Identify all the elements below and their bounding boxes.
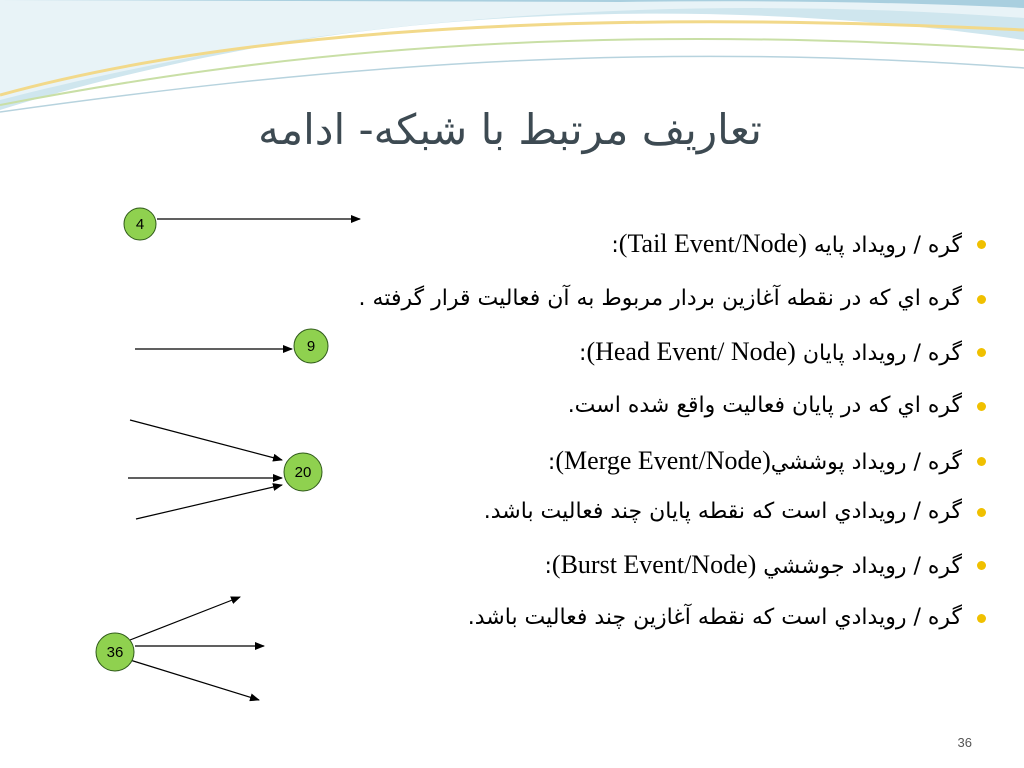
event-node-label: 4 [135,216,145,233]
merge-node-diagram [128,420,322,519]
bullet-text: گره / رويداد پايه [806,233,962,258]
page-number: 36 [957,735,972,750]
burst-node-diagram [96,597,264,700]
event-node-label: 20 [294,464,312,481]
bullet-text: گره / رويدادي است که نقطه پايان چند فعاليت باشد. [483,499,962,524]
activity-arrow [136,485,282,519]
tail-node-diagram [124,208,360,240]
slide-title: تعاريف مرتبط با شبکه- ادامه [258,105,762,154]
bullet-tail: : [544,554,552,579]
bullet-english-term: (Head Event/ Node) [586,337,796,366]
activity-arrow [130,597,240,640]
activity-arrow [130,660,259,700]
bullet-tail: : [579,341,587,366]
bullet-text: گره اي که در پايان فعاليت واقع شده است. [567,393,962,418]
bullet-tail: : [611,233,619,258]
event-node-label: 36 [106,644,124,661]
bullet-text: گره / رويداد جوششي [756,554,962,579]
activity-arrow [130,420,282,460]
bullet-text: گره / رويدادي است که نقطه آغازين چند فعاليت باشد. [467,605,962,630]
bullet-text: گره / رويداد پوششي [770,450,962,475]
bullet-text: گره اي که در نقطه آغازين بردار مربوط به آن فعاليت قرار گرفته . [358,286,962,311]
bullet-text: گره / رويداد پايان [795,341,962,366]
bullet-english-term: (Tail Event/Node) [618,229,807,258]
event-node-label: 9 [306,338,316,355]
head-node-diagram [135,329,328,363]
bullet-english-term: (Merge Event/Node) [555,446,771,475]
bullet-english-term: (Burst Event/Node) [551,550,757,579]
bullet-tail: : [547,450,556,475]
